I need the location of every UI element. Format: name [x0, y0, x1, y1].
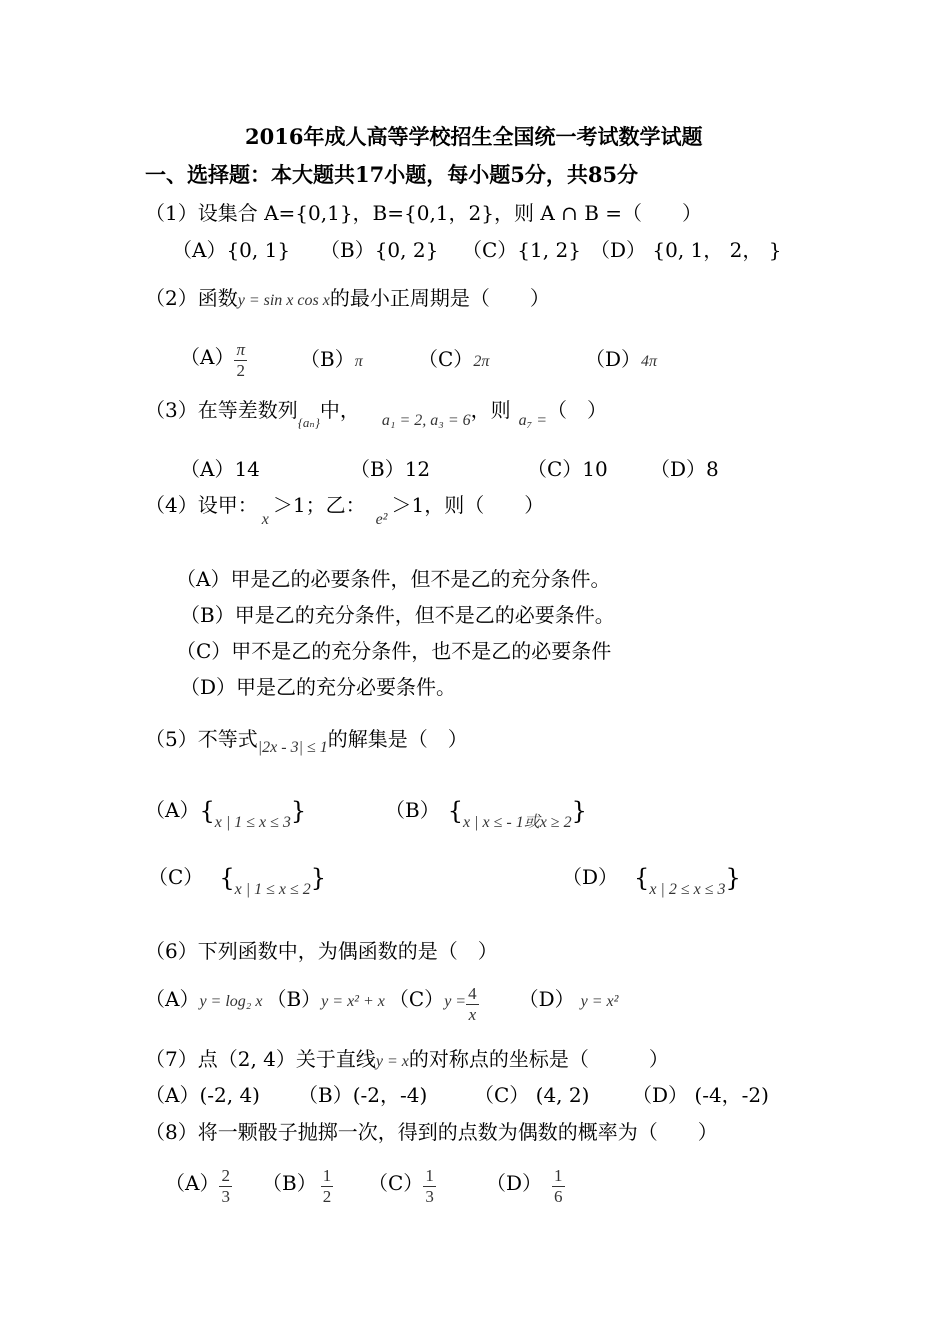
- q2-d-label: （D）: [585, 347, 642, 371]
- q8-d-numerator: 1: [554, 1166, 563, 1185]
- q7-option-c: （C） (4, 2): [474, 1083, 590, 1107]
- q5-b-set: x | x ≤ - 1或x ≥ 2: [462, 814, 572, 831]
- q3-stem-mid: 中，: [319, 398, 360, 422]
- q5-a-label: （A）: [145, 798, 200, 822]
- question-8-stem: （8）将一颗骰子抛掷一次，得到的点数为偶数的概率为（ ）: [145, 1120, 718, 1144]
- q1-option-d: （D） {0, 1， 2， }: [590, 238, 782, 262]
- q8-a-denominator: 3: [221, 1187, 230, 1206]
- q3-stem-pre: （3）在等差数列: [145, 398, 298, 422]
- q2-stem-post: 的最小正周期是（ ）: [329, 286, 550, 310]
- page-title: 2016年成人高等学校招生全国统一考试数学试题: [245, 124, 703, 149]
- question-2-stem: [145, 285, 550, 314]
- q2-c-value: 2π: [473, 353, 490, 370]
- q3-condition: a₁ = 2, a₃ = 6: [381, 412, 471, 429]
- q5-option-a: $(A)\{_{x | 1 \le x \le 3}\}$: [145, 797, 307, 831]
- q6-c-pre: y =: [444, 993, 467, 1010]
- q5-option-c: （C） $\{_{x | 1 \le x \le 2}\}$: [148, 864, 327, 898]
- question-3-stem: [145, 397, 607, 436]
- q6-c-label: （C）: [388, 987, 445, 1011]
- q4-var-x: x: [261, 511, 269, 528]
- q6-d-label: （D）: [518, 987, 575, 1011]
- q7-option-d: （D） (-4，-2): [632, 1083, 769, 1107]
- q6-b-value: y = x² + x: [321, 993, 385, 1010]
- q8-b-numerator: 1: [322, 1166, 332, 1185]
- q3-target: a₇ =: [518, 412, 547, 429]
- q6-c-denominator: x: [468, 1005, 477, 1024]
- q2-b-value: π: [354, 353, 363, 370]
- q8-d-denominator: 6: [554, 1187, 563, 1206]
- q4-option-c: （C）甲不是乙的充分条件，也不是乙的必要条件: [176, 639, 612, 663]
- q5-option-b: （B） $\{_{x | x \le - 1或x \ge 2}\}$: [385, 797, 587, 831]
- q8-a-label: （A）: [165, 1171, 220, 1195]
- q2-c-label: （C）: [418, 347, 474, 371]
- q6-options-row: [145, 984, 618, 1025]
- q1-option-b: （B）{0, 2}: [320, 238, 439, 262]
- q8-option-c: [368, 1166, 436, 1207]
- q8-c-label: （C）: [368, 1171, 424, 1195]
- q6-d-value: y = x²: [580, 993, 619, 1010]
- q2-a-numerator: π: [236, 340, 245, 359]
- q1-option-a: （A）{0, 1}: [172, 238, 291, 262]
- q3-stem-post: （ ）: [546, 398, 607, 422]
- q4-option-b: （B）甲是乙的充分条件，但不是乙的必要条件。: [180, 603, 615, 627]
- q6-a-value: y = log₂ x: [199, 993, 263, 1010]
- q2-option-d: [585, 346, 657, 375]
- q6-a-label: （A）: [145, 987, 200, 1011]
- question-6-stem: （6）下列函数中，为偶函数的是（ ）: [145, 939, 498, 963]
- q2-stem-pre: （2）函数: [145, 286, 238, 310]
- q8-c-denominator: 3: [425, 1187, 434, 1206]
- q3-sequence: {aₙ}: [297, 415, 320, 430]
- q8-a-numerator: 2: [221, 1166, 230, 1185]
- q7-stem-post: 的对称点的坐标是（ ）: [408, 1047, 669, 1071]
- q8-b-label: （B）: [262, 1171, 317, 1195]
- q8-option-b: [262, 1166, 333, 1207]
- q7-option-a: （A）(-2, 4): [145, 1083, 260, 1107]
- q5-c-label: （C）: [148, 865, 204, 889]
- q8-option-a: [165, 1166, 232, 1207]
- q6-c-numerator: 4: [468, 984, 477, 1003]
- q3-option-d: （D）8: [650, 457, 719, 481]
- q4-stem-mid: ＞1；乙：: [272, 493, 366, 517]
- q2-formula: y = sin x cos x: [237, 292, 330, 309]
- q4-stem-post: ＞1，则（ ）: [391, 493, 545, 517]
- q5-d-label: （D）: [562, 865, 619, 889]
- q8-b-denominator: 2: [322, 1187, 332, 1206]
- q5-stem-post: 的解集是（ ）: [327, 727, 468, 751]
- q7-formula: y = x: [375, 1053, 409, 1070]
- question-4-stem: [145, 492, 544, 533]
- q8-option-d: [486, 1166, 565, 1207]
- q1-option-c: （C）{1, 2}: [462, 238, 581, 262]
- q5-formula: |2x - 3| ≤ 1: [257, 739, 328, 756]
- q2-option-b: [300, 346, 363, 375]
- q8-c-numerator: 1: [425, 1166, 434, 1185]
- q5-a-set: x | 1 ≤ x ≤ 3: [214, 814, 291, 831]
- q4-option-a: （A）甲是乙的必要条件，但不是乙的充分条件。: [176, 567, 611, 591]
- q3-stem-sep: ，则: [470, 398, 511, 422]
- q6-b-label: （B）: [266, 987, 322, 1011]
- q7-stem-pre: （7）点（2, 4）关于直线: [145, 1047, 376, 1071]
- q4-var-e: e²: [375, 511, 388, 528]
- q8-d-label: （D）: [486, 1171, 543, 1195]
- q5-option-d: （D） $\{_{x | 2 \le x \le 3}\}$: [562, 864, 741, 898]
- q2-a-label: （A）: [180, 345, 235, 369]
- q7-option-b: （B）(-2，-4): [298, 1083, 428, 1107]
- q5-stem-pre: （5）不等式: [145, 727, 258, 751]
- q2-option-c: [418, 346, 489, 375]
- q3-option-c: （C）10: [527, 457, 608, 481]
- section-heading: 一、选择题：本大题共17小题，每小题5分，共85分: [145, 162, 639, 187]
- q4-stem-pre: （4）设甲：: [145, 493, 258, 517]
- q2-d-value: 4π: [641, 353, 658, 370]
- q5-c-set: x | 1 ≤ x ≤ 2: [234, 881, 311, 898]
- q3-option-b: （B）12: [350, 457, 431, 481]
- q4-option-d: （D）甲是乙的充分必要条件。: [180, 675, 457, 699]
- question-1-stem: （1）设集合 A={0,1}，B={0,1，2}，则 A ∩ B =（ ）: [145, 201, 703, 225]
- q5-b-label: （B）: [385, 798, 440, 822]
- q5-d-set: x | 2 ≤ x ≤ 3: [649, 881, 726, 898]
- q2-option-a: [180, 340, 247, 384]
- q2-b-label: （B）: [300, 347, 355, 371]
- question-7-stem: [145, 1046, 669, 1075]
- q2-a-denominator: 2: [234, 360, 247, 381]
- question-5-stem: [145, 726, 468, 761]
- q3-option-a: （A）14: [180, 457, 260, 481]
